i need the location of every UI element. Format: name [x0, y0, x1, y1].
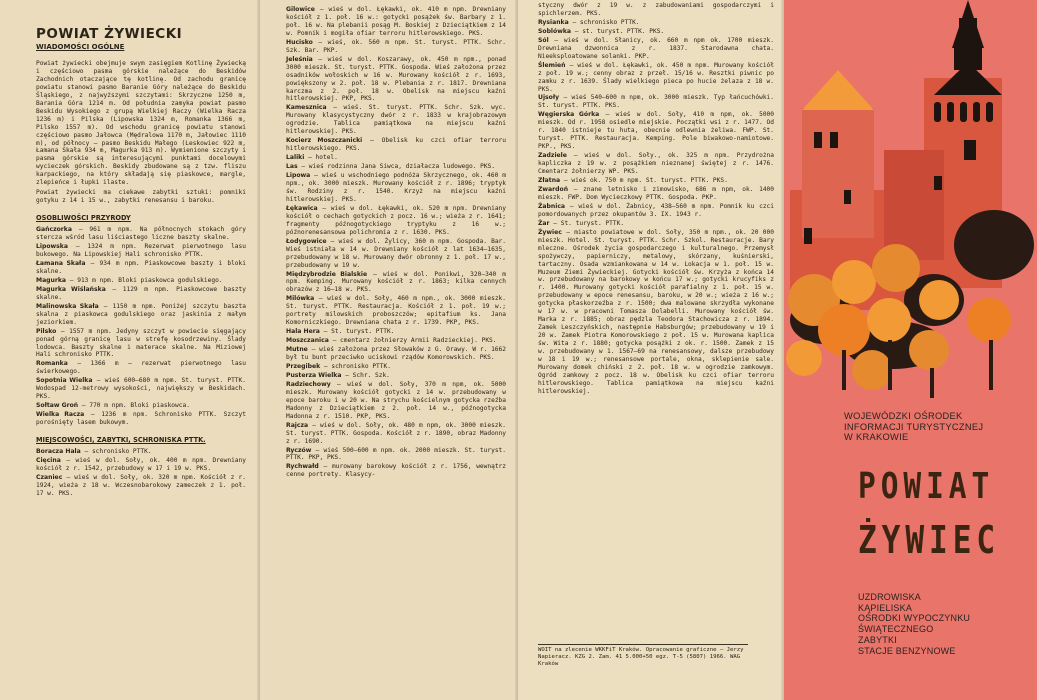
entry-text: — miasto powiatowe w dol. Soły, 350 m npm., ok. 20 000 mieszk. Hotel. St. turyst. PTTK. Schr. Szkol. Restauracje. Bary mleczne. Ośrodek życia gospodarczego i kulturalnego. Przemysł spożywczy, papierniczy, metalowy, skórzany, kuśnierski, tartaczny. Osada wzmiankowana w 14 w. Lokacja w 1. poł. 15 w. Muzeum Ziemi Żywieckiej. Gotycki kościół św. Krzyża z końca 14 w. przebudowany na barokowy w końcu 17 w.; gotycki krucyfiks z r. 1400. Murowany gotycki kościół parafialny z 1. poł. 15 w. przebudowany w epoce renesansu, baroku, w 20 w.; wieża z 16 w.; gotycka płaskorzeźba z r. 1500; dwa malowane skrzydła wykonane w 17 w. w pracowni Tomasza Dolabelli. Murowany kościół św. Marka z r. 1885; obraz pędzla Teodora Stachowicza z r. 1894. Zamek Leszczyńskich, następnie Habsburgów; przebudowany w 19 i 20 w. Zamek Piotra Komorowskiego z poł. 15 w. Murowana kaplica św. Wita z r. 1880; gotycka posążki z ok. r. 1500. Zamek z 15 w. przebudowany w 1. 1567—69 na renesansowy, dalsze przebudowy w 18 i 19 w.; renesansowe portale, okna, sklepienie sale. Murowany domek chiński z 2. poł. 18 w. w ogrodzie zamkowym. Ogród zamkowy z pocz. 18 w. Obelisk ku czci ofiar terroru hitlerowskiego. Tablica pamiątkowa na miejscu kaźni hitlerowskiej. [538, 228, 774, 395]
entry-name: Lipowa [286, 172, 311, 180]
entry-text: — wieś w dol. Soły, ok. 320 m npm. Kościół z r. 1924, wieża z 18 w. Wczesnobarokowy zameczek z 1. poł. 17 w. PKS. [36, 473, 246, 497]
publisher-line: WOJEWÓDZKI OŚRODEK [844, 411, 963, 421]
section-heading-nature: OSOBLIWOŚCI PRZYRODY [36, 214, 131, 223]
entry-text: — schronisko PTTK. [572, 18, 640, 26]
entry-name: Jeleśnia [286, 55, 313, 63]
entry-name: Las [286, 163, 298, 171]
entry-name: Kocierz Moszczanicki [286, 137, 363, 145]
list-entry [286, 238, 506, 270]
entry-text: — St. turyst. PTTK. [323, 328, 395, 336]
entry-text: — wieś założona przez Słowaków z G. Orawy. W r. 1662 był tu bunt przeciwko uciskowi rządów Komorowskich. PKS. [286, 346, 506, 362]
subtitle-general-info: WIADOMOŚCI OGÓLNE [36, 43, 125, 51]
intro-paragraph-monuments: Powiat żywiecki ma ciekawe zabytki sztuki: pomniki gotyku z 14 i 15 w., zabytki renesansu i baroku. [36, 189, 246, 205]
list-entry [538, 19, 774, 27]
list-entry [286, 447, 506, 463]
entry-text: — wieś w dol. Koszarawy, ok. 450 m npm., ponad 3000 mieszk. St. turyst. PTTK. Gospoda. Wieś założona przez osadników wołoskich w 16 w. Murowany kościół z r. 1693, powiększony w 2. poł. 18 w. Plebania z r. 1817. Drewniana karczma z 2. poł. 18 w. Obelisk na miejscu kaźni hitlerowskiej. PKP, PKS. [286, 55, 507, 103]
features-list [858, 592, 1028, 656]
entry-name: Sołtaw Groń [36, 402, 79, 410]
feature-item: OŚRODKI WYPOCZYNKU [858, 613, 971, 624]
entry-text: — wieś 600—680 m npm. St. turyst. PTTK. Wodospad 12-metrowy wysokości, największy w Beskidach. PKS. [36, 377, 246, 401]
entry-name: Mutne [286, 346, 308, 354]
entry-text: — 770 m npm. Bloki piaskowca. [81, 402, 190, 410]
entry-name: Ślemień [538, 61, 566, 69]
entry-name: Pilsko [36, 327, 57, 335]
entry-text: — wieś ok. 750 m npm. St. turyst. PTTK. PKS. [563, 177, 728, 185]
list-entry [286, 137, 506, 153]
entry-name: Hala Hera [286, 328, 320, 336]
places-list-part1 [36, 448, 246, 498]
entry-text: — st. turyst. PTTK. PKS. [574, 27, 665, 35]
castle-illustration [784, 0, 1037, 410]
list-entry [286, 154, 506, 162]
places-list-part3 [538, 2, 774, 396]
list-entry [538, 111, 774, 151]
entry-name: Żywiec [538, 228, 562, 236]
entry-text: styczny dwór z 19 w. z zabudowaniami gospodarczymi i spichlerzem. PKS. [538, 2, 774, 17]
entry-name: Milówka [286, 295, 315, 303]
entry-name: Łamana Skała [36, 259, 86, 267]
list-entry [286, 6, 506, 38]
entry-name: Radziechowy [286, 380, 331, 388]
entry-text: — znane letnisko i zimowisko, 686 m npm, ok. 1400 mieszk. FWP. Dom Wycieczkowy PTTK. Gospoda. PKP. [538, 185, 774, 201]
list-entry [538, 94, 774, 110]
entry-text: — wieś rodzinna Jana Siwca, działacza ludowego. PKS. [301, 163, 496, 171]
entry-name: Łodygowice [286, 237, 327, 245]
list-entry [286, 271, 506, 295]
list-entry [36, 377, 246, 401]
list-entry [538, 2, 774, 18]
list-entry [538, 186, 774, 202]
panel-general-info [0, 0, 260, 700]
list-entry [36, 360, 246, 376]
entry-name: Pusterza Wielka [286, 371, 342, 379]
feature-item: UZDROWISKA [858, 592, 922, 602]
list-entry [286, 39, 506, 55]
entry-text: — murowany barokowy kościół z r. 1756, wewnątrz cenne portrety. Klasycy- [286, 463, 506, 479]
list-entry [286, 328, 506, 336]
entry-text: — schronisko PTTK. [84, 448, 152, 456]
list-entry [36, 260, 246, 276]
entry-text: — wieś w dol. Ponikwi, 320—340 m npm. Kemping. Murowany kościół z r. 1863; kilka cennych obrazów z 16—18 w. PKS. [286, 270, 506, 294]
list-entry [36, 328, 246, 360]
entry-text: — 1129 m npm. Piaskowcowe baszty skalne. [36, 285, 246, 301]
list-entry [286, 346, 506, 362]
entry-name: Międzybrodzie Bialskie [286, 270, 368, 278]
panel-places-end [518, 0, 784, 700]
entry-name: Żabnica [538, 202, 566, 210]
entry-text: — cmentarz żołnierzy Armii Radzieckiej. PKS. [332, 337, 497, 345]
list-entry [538, 62, 774, 94]
feature-item: ŚWIĄTECZNEGO [858, 624, 934, 635]
entry-name: Hucisko [286, 38, 313, 46]
entry-text: — 1150 m npm. Poniżej szczytu baszta skalna z piaskowca godulskiego oraz jaskinia z małym jeziorkiem. [36, 302, 246, 326]
panel-places-continued [260, 0, 518, 700]
entry-name: Zwardoń [538, 185, 569, 193]
page-title: POWIAT ŻYWIECKI [36, 26, 183, 42]
intro-paragraph: Powiat żywiecki obejmuje swym zasięgiem Kotlinę Żywiecką i częściowo pasma górskie należące do Beskidów Zachodnich otaczające tę kotlinę. Od zachodu granicę powiatu stanowi pasmo Baranie Góry należące do Beskidu Śląskiego, z najwyższymi szczytami: Skrzyczne 1250 m, Barania Góra 1214 m. Od południa zamyka powiat pasmo Beskidu Wysokiego z grupą Wielkiej Raczy (Wielka Racza 1236 m) i Pilska (Lipowska 1324 m, Romanka 1366 m, Pilsko 1557 m). Od wschodu granicę powiatu stanowi częściowo pasmo Jałowca (Mędralowa 1170 m, Jałowiec 1110 m), od północy — pasmo Beskidu Małego (Leskowiec 922 m, Łamana Skała 934 m, Magurka 913 m). Wymienione szczyty i pasma górskie są interesującymi punktami docelowymi wycieczek górskich. Beskidy zbudowane są z tzw. fliszu karpackiego, na który składają się piaskowce, margle, zlepieńce i łupki ilaste. [36, 60, 246, 187]
list-entry [286, 56, 506, 104]
entry-name: Złatna [538, 177, 561, 185]
entry-name: Sól [538, 36, 549, 44]
entry-text: — wieś 540—600 m npm, ok. 3000 mieszk. Typ łańcuchówki. St. turyst. PTTK. PKS. [538, 94, 774, 110]
feature-item: ZABYTKI [858, 634, 897, 645]
list-entry [36, 286, 246, 302]
list-entry [538, 229, 774, 396]
entry-text: — schronisko PTTK. [323, 362, 391, 370]
list-entry [36, 303, 246, 327]
entry-name: Romanka [36, 360, 68, 368]
list-entry [286, 205, 506, 237]
entry-text: — 961 m npm. Na północnych stokach góry stercza wśród lasu liściastego liczne baszty skalne. [36, 226, 246, 242]
cover-title-line2: ŻYWIEC [858, 518, 1001, 562]
list-entry [538, 28, 774, 36]
list-entry [286, 163, 506, 171]
entry-name: Kamesznica [286, 104, 327, 112]
list-entry [286, 363, 506, 371]
places-list-part2 [286, 6, 506, 479]
list-entry [286, 337, 506, 345]
entry-text: — wieś w dol. Żabnicy, 438—560 m npm. Pomnik ku czci pomordowanych przez okupantów 3. IX. 1943 r. [538, 202, 774, 218]
entry-name: Cięcina [36, 456, 61, 464]
entry-name: Laliki [286, 154, 305, 162]
entry-text: — 913 m npm. Bloki piaskowca godulskiego. [69, 276, 223, 284]
list-entry [36, 411, 246, 427]
entry-name: Lipowska [36, 243, 68, 251]
list-entry [538, 37, 774, 61]
entry-text: — 1366 m — rezerwat pierwotnego lasu świerkowego. [36, 360, 246, 376]
entry-name: Moszczanica [286, 337, 329, 345]
entry-name: Rychwałd [286, 463, 319, 471]
list-entry [286, 172, 506, 204]
entry-text: — wieś w dol. Łękawki, ok. 410 m npm. Drewniany kościół z 1. poł. 16 w.: gotycki posążek św. Barbary z 1. poł. 16 w. Na plebanii posąg M. Boskiej z Dzieciątkiem z 14 w. Pomnik i mogiła ofiar terroru hitlerowskiego. PKS. [286, 6, 506, 37]
entry-name: Ryczów [286, 446, 312, 454]
entry-text: — hotel. [308, 154, 338, 162]
publisher-block [844, 411, 1024, 443]
list-entry [286, 295, 506, 327]
entry-text: — wieś w dol. Soły, 370 m npm, ok. 5000 mieszk. Murowany kościół gotycki z 14 w. przebudowany w epoce baroku i w 20 w. Na strychu kościelnym gotycka rzeźba Madonny z Dzieciątkiem z 2. poł. 14 w., późnogotycka Madonna z r. 1510. PKP, PKS. [286, 380, 506, 420]
list-entry [286, 422, 506, 446]
list-entry [36, 402, 246, 410]
list-entry [36, 448, 246, 456]
entry-name: Gańczorka [36, 226, 72, 234]
entry-text: — wieś w dol. Soły, 410 m npm, ok. 5000 mieszk. Od r. 1958 osiedle miejskie. Początki wsi z r. 1477. Od r. 1840 istnieje tu huta, obecnie odlewnia żeliwa. FWP. St. turyst. PTTK. Restauracja. Kemping. Pole biwakowo-namiotowe. PKP., PKS. [538, 111, 774, 151]
list-entry [286, 463, 506, 479]
entry-name: Czaniec [36, 473, 63, 481]
list-entry [538, 177, 774, 185]
list-entry [286, 372, 506, 380]
entry-name: Malinowska Skała [36, 302, 99, 310]
entry-text: — wieś w dol. Soły, 460 m npm., ok. 3000 mieszk. St. turyst. PTTK. Restauracja. Kościół z 1. poł. 19 w.; portrety milowskich proboszczów; epitafium ks. Jana Komorniczkiego. Drewniana chata z r. 1739. PKP, PKS. [286, 295, 507, 327]
entry-text: — 1557 m npm. Jedyny szczyt w powiecie sięgający ponad górną granicę lasu w strefę kosodrzewiny. Ślady lodowca. Baszty skalne i materace skalne. Na Miziowej Hali schronisko PTTK. [36, 327, 246, 359]
list-entry [538, 152, 774, 176]
entry-text: — wieś w dol. Słanicy, ok. 660 m npm ok. 1700 mieszk. Drewniana dzwonnica z r. 1837. Starodawna chata. Nieeksploatowane solanki. PKP. [538, 36, 775, 60]
entry-name: Węgierska Górka [538, 111, 600, 119]
entry-text: — 1236 m npm. Schronisko PTTK. Szczyt porośnięty lasem bukowym. [36, 411, 246, 427]
entry-name: Soblówka [538, 27, 572, 35]
entry-text: — wieś. St. turyst. PTTK. Schr. Szk. wyc. Murowany klasycystyczny dwór z r. 1833 w krajobrazowym ogrodzie. Tablica pamiątkowa na miejscu kaźni hitlerowskiej. PKS. [286, 104, 506, 136]
entry-text: — wieś w dol. Soły., ok. 325 m npm. Przydrożna kapliczka z 19 w. z posążkiem nieznanej świętej z r. 1476. Cmentarz żołnierzy WP. PKS. [538, 152, 775, 176]
list-entry [36, 243, 246, 259]
feature-item: KĄPIELISKA [858, 602, 913, 613]
entry-name: Wielka Racza [36, 411, 85, 419]
cover-panel [784, 0, 1037, 700]
list-entry [538, 203, 774, 219]
entry-text: — St. turyst. PTTK. [553, 219, 625, 227]
entry-text: — wieś u wschodniego podnóża Skrzycznego, ok. 460 m npm., ok. 3000 mieszk. Murowany kościół z r. 1896; tryptyk św. Rodziny z r. 1540. Krzyż na miejscu kaźni hitlerowskiej. PKS. [286, 172, 506, 203]
entry-text: — wieś w dol. Łękawki, ok. 520 m npm. Drewniany kościół o cechach gotyckich z pocz. 16 w.; wieża z r. 1641; fragmenty późnogotyckiego tryptyku z 16 w.; późnorenesansowa polichromia z r. 1630. PKS. [286, 204, 506, 236]
entry-text: — 934 m npm. Piaskowcowe baszty i bloki skalne. [36, 259, 246, 275]
entry-text: — wieś w dol. Soły, ok. 480 m npm, ok. 3000 mieszk. St. turyst. PTTK. Gospoda. Kościół z r. 1890, obraz Madonny z r. 1690. [286, 421, 506, 445]
entry-name: Rajcza [286, 421, 309, 429]
list-entry [538, 220, 774, 228]
nature-list [36, 226, 246, 427]
list-entry [36, 474, 246, 498]
entry-name: Magurka [36, 276, 67, 284]
entry-text: — Schr. Szk. [345, 371, 390, 379]
list-entry [36, 277, 246, 285]
entry-name: Sopotnia Wielka [36, 377, 93, 385]
entry-name: Zadziele [538, 152, 567, 160]
publisher-line: INFORMACJI TURYSTYCZNEJ [844, 421, 984, 432]
entry-name: Boracza Hala [36, 448, 81, 456]
entry-name: Rysianka [538, 18, 569, 26]
entry-text: — wieś w dol. Soły, ok. 400 m npm. Drewniany kościół z r. 1542, przebudowy w 17 i 19 w. PKS. [36, 456, 246, 472]
entry-text: — wieś 500—600 m npm. ok. 2000 mieszk. St. turyst. PTTK. PKP, PKS. [286, 446, 507, 462]
entry-name: Żar [538, 219, 550, 227]
publisher-line: W KRAKOWIE [844, 432, 909, 442]
cover-title-line1: POWIAT [858, 466, 995, 507]
entry-text: — 1324 m npm. Rezerwat pierwotnego lasu bukowego. Na Lipowskiej Hali schronisko PTTK. [36, 243, 246, 259]
list-entry [36, 457, 246, 473]
entry-text: — wieś w dol. Łękawki, ok. 450 m npm. Murowany kościół z poł. 19 w.; cenny obraz z przeł. 15/16 w. Resztki piwnic po zamku z r. 1639. Ślady wielkiego pieca po hucie żelaza z 18 w. PKS. [538, 61, 774, 93]
entry-name: Ujsoły [538, 94, 560, 102]
entry-text: — wieś, ok. 560 m npm. St. turyst. PTTK. Schr. Szk. Bar. PKP. [286, 38, 507, 54]
feature-item: STACJE BENZYNOWE [858, 645, 956, 656]
list-entry [36, 226, 246, 242]
entry-name: Gilowice [286, 6, 315, 13]
section-heading-places: MIEJSCOWOŚCI, ZABYTKI, SCHRONISKA PTTK. [36, 436, 206, 445]
list-entry [286, 381, 506, 421]
list-entry [286, 104, 506, 136]
entry-name: Magurka Wiślańska [36, 285, 106, 293]
entry-text: — Obelisk ku czci ofiar terroru hitlerowskiego. PKS. [286, 137, 506, 153]
entry-name: Łękawica [286, 204, 318, 212]
entry-name: Przegibek [286, 362, 321, 370]
entry-text: — wieś w dol. Żylicy, 360 m npm. Gospoda. Bar. Wieś istniała w 14 w. Drewniany kościół z lat 1634—1635, przebudowany w 18 w. Murowany dwór obronny z 1. poł. 17 w., przebudowany w 19 w. [286, 237, 506, 269]
print-credits: WOIT na zlecenie WKKFiT Kraków. Opracowanie graficzne — Jerzy Napieracz. KZG 2. Zam. 41 5.000+50 egz. T-5 (5807) 1966. WAG Kraków [538, 644, 748, 668]
